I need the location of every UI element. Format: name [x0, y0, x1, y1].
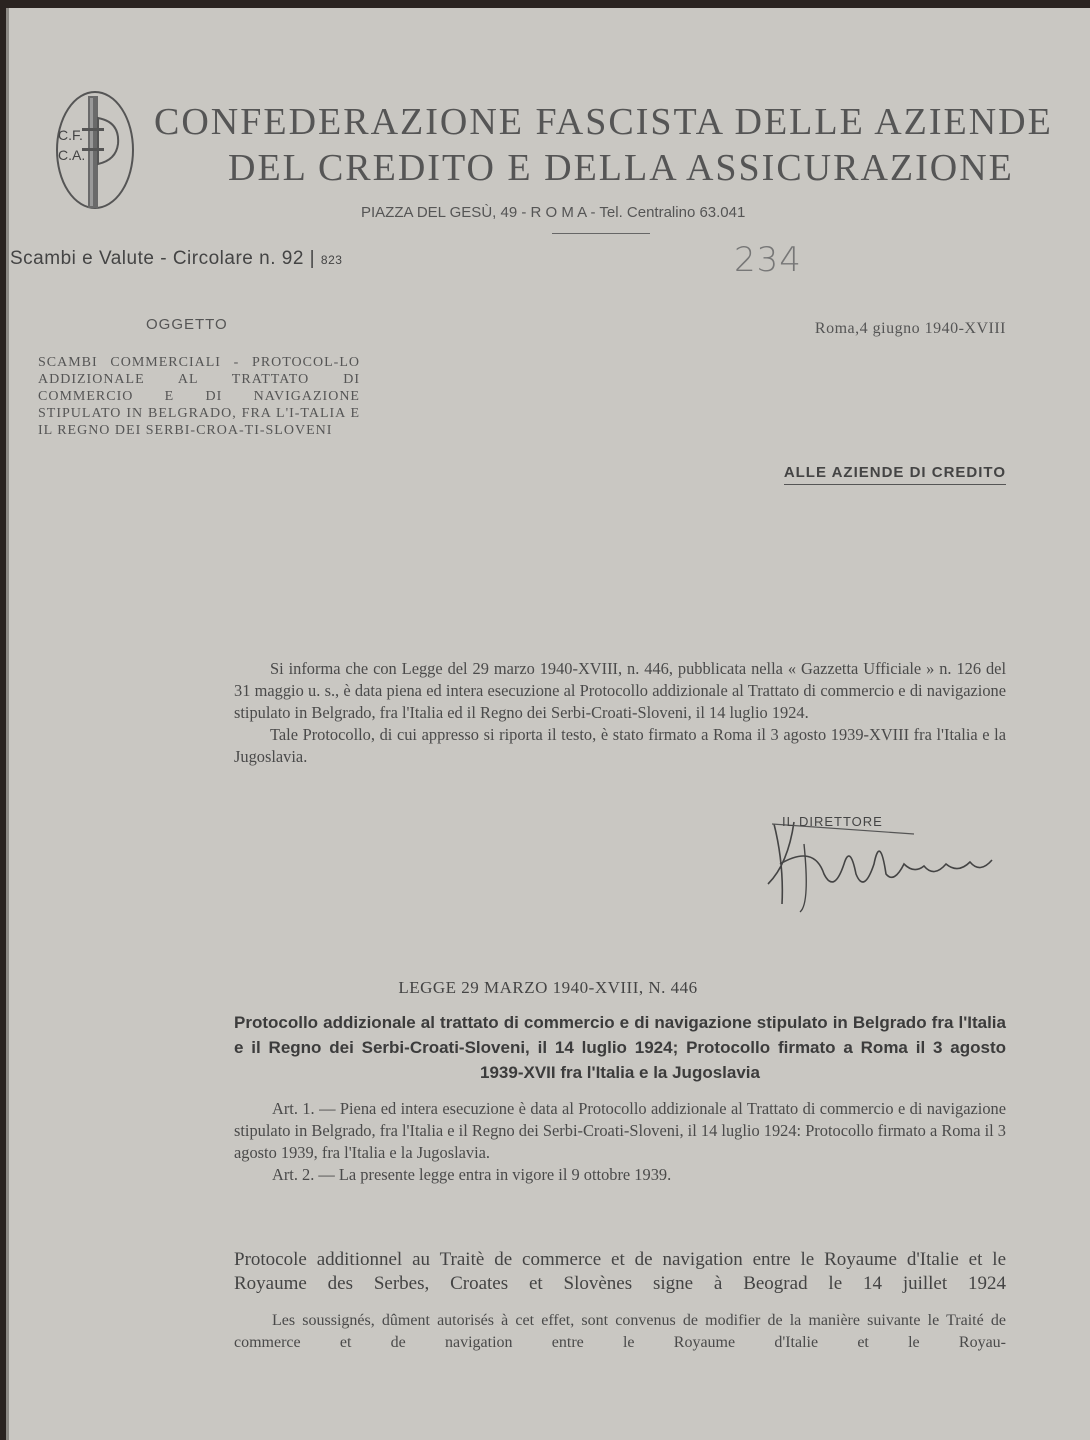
header-divider: [552, 233, 650, 234]
svg-text:C.F.: C.F.: [58, 127, 83, 143]
org-address: PIAZZA DEL GESÙ, 49 - R O M A - Tel. Centralino 63.041: [361, 204, 746, 221]
body-paragraph: Tale Protocollo, di cui appresso si riporta il testo, è stato firmato a Roma il 3 agosto 1939-XVIII fra l'Italia e la Jugoslavia.: [234, 725, 1006, 766]
signatory-title: IL DIRETTORE: [782, 814, 883, 829]
french-heading: Protocole additionnel au Traitè de commerce et de navigation entre le Royaume d'Italie et le Royaume des Serbes, Croates et Slovènes signe à Beograd le 14 juillet 1924: [234, 1249, 1006, 1294]
subject-text: SCAMBI COMMERCIALI - PROTOCOL-LO ADDIZIONALE AL TRATTATO DI COMMERCIO E DI NAVIGAZIONE STIPULATO IN BELGRADO, FRA L'I-TALIA E IL REGNO DEI SERBI-CROA-TI-SLOVENI: [38, 355, 360, 438]
circular-reference: Scambi e Valute - Circolare n. 92 | 823: [10, 248, 343, 269]
circular-label: Scambi e Valute - Circolare n. 92: [10, 248, 304, 269]
circular-suffix: 823: [320, 253, 343, 267]
subject-label: OGGETTO: [146, 316, 228, 333]
addressee: ALLE AZIENDE DI CREDITO: [784, 464, 1006, 485]
svg-text:C.A.: C.A.: [58, 147, 86, 163]
confederation-logo: [54, 88, 136, 216]
org-name-line1: CONFEDERAZIONE FASCISTA DELLE AZIENDE: [154, 101, 1053, 143]
binding-edge: [6, 8, 9, 1440]
law-articles: [234, 1098, 1006, 1186]
article-1: Art. 1. — Piena ed intera esecuzione è data al Protocollo addizionale al Trattato di commercio e di navigazione stipulato in Belgrado, fra l'Italia e il Regno dei Serbi-Croati-Sloveni, il 14 luglio 1924: Protocollo firmato a Roma il 3 agosto 1939, fra l'Italia e la Jugoslavia.: [234, 1099, 1006, 1162]
law-heading: Protocollo addizionale al trattato di commercio e di navigazione stipulato in Belgrado fra l'Italia e il Regno dei Serbi-Croati-Sloveni, il 14 luglio 1924; Protocollo firmato a Roma il 3 agosto 1939-XVII fra l'Italia e la Jugoslavia: [234, 1013, 1006, 1082]
letter-date: Roma,4 giugno 1940-XVIII: [814, 320, 1006, 337]
french-paragraph: Les soussignés, dûment autorisés à cet effet, sont convenus de modifier de la manière suivante le Traité de commerce et de navigation entre le Royaume d'Italie et le Royau-: [234, 1312, 1006, 1351]
french-body: [234, 1310, 1006, 1354]
law-title: LEGGE 29 MARZO 1940-XVIII, N. 446: [398, 978, 698, 997]
document-page: [6, 8, 1090, 1440]
letter-body: [234, 658, 1006, 768]
body-paragraph: Si informa che con Legge del 29 marzo 1940-XVIII, n. 446, pubblicata nella « Gazzetta Ufficiale » n. 126 del 31 maggio u. s., è data piena ed intera esecuzione al Protocollo addizionale al Trattato di commercio e di navigazione stipulato in Belgrado, fra l'Italia ed il Regno dei Serbi-Croati-Sloveni, il 14 luglio 1924.: [234, 659, 1006, 722]
article-2: Art. 2. — La presente legge entra in vigore il 9 ottobre 1939.: [272, 1165, 672, 1184]
handwritten-number: 234: [734, 240, 802, 280]
org-name-line2: DEL CREDITO E DELLA ASSICURAZIONE: [228, 147, 1014, 189]
